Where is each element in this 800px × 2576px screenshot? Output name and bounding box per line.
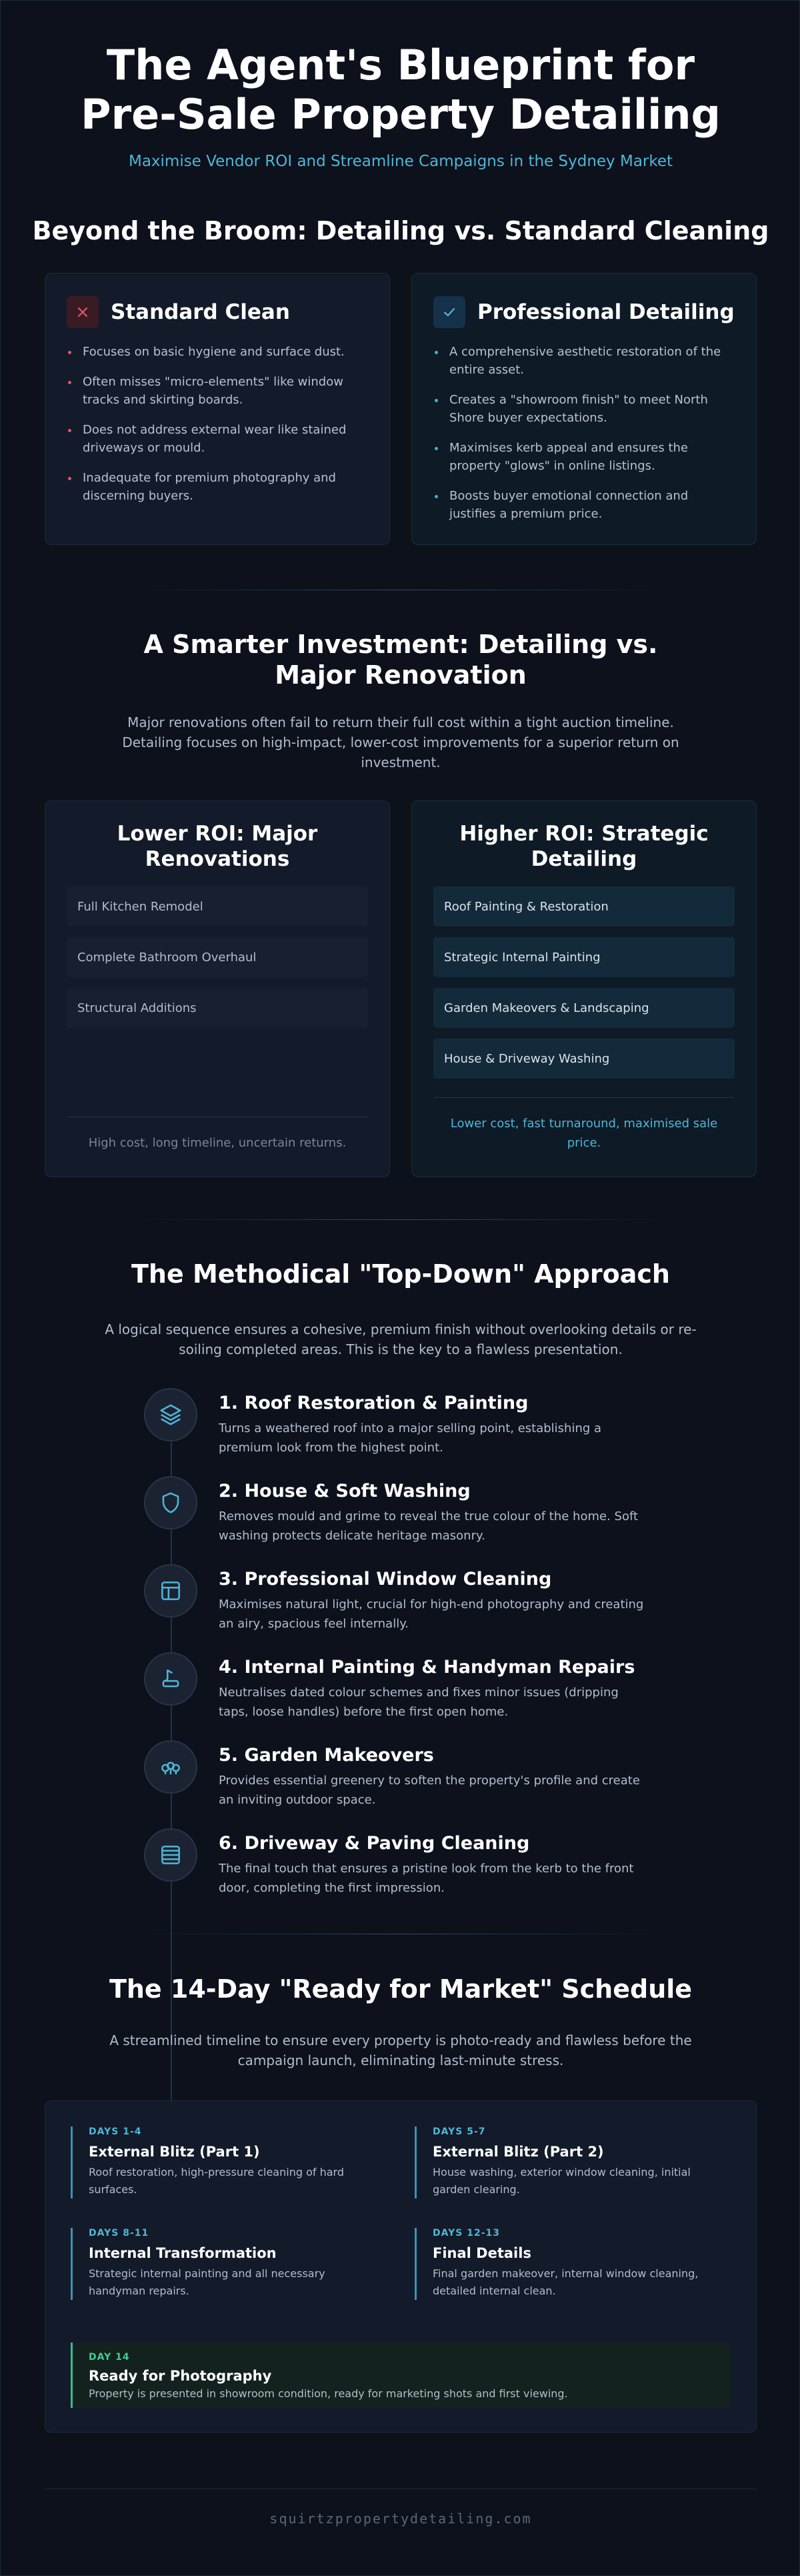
- step-title: 2. House & Soft Washing: [219, 1481, 471, 1501]
- list-item: A comprehensive aesthetic restoration of the entire asset.: [433, 343, 732, 379]
- list-item: Boosts buyer emotional connection and justifies a premium price.: [433, 487, 732, 523]
- phase-title: Ready for Photography: [89, 2368, 272, 2384]
- schedule-intro: A streamlined timeline to ensure every property is photo-ready and flawless before the campaign launch, eliminating last-minute stress.: [109, 2032, 692, 2068]
- step-garden: [144, 1740, 677, 1828]
- footer-website: squirtzpropertydetailing.com: [269, 2511, 532, 2527]
- professional-detailing-list: [412, 328, 756, 523]
- higher-roi-card: [411, 800, 757, 1177]
- phase-text: Property is presented in showroom condition, ready for marketing shots and first viewing.: [89, 2387, 568, 2400]
- phase-days-1-4: [71, 2126, 377, 2198]
- phase-title: Internal Transformation: [89, 2245, 277, 2261]
- list-item: Garden Makeovers & Landscaping: [433, 988, 735, 1028]
- step-title: 5. Garden Makeovers: [219, 1745, 434, 1766]
- list-item: Often misses "micro-elements" like window tracks and skirting boards.: [67, 373, 365, 409]
- list-item: Roof Painting & Restoration: [433, 886, 735, 926]
- list-item: Complete Bathroom Overhaul: [67, 937, 368, 977]
- hero: [1, 41, 800, 170]
- shield-icon: [144, 1476, 197, 1529]
- approach-title: The Methodical "Top-Down" Approach: [131, 1259, 670, 1289]
- phase-days: DAYS 8-11: [89, 2228, 149, 2238]
- higher-roi-footer: Lower cost, fast turnaround, maximised sale price.: [433, 1097, 735, 1153]
- lower-roi-card: [45, 800, 390, 1177]
- investment-title: A Smarter Investment: Detailing vs. Major Renovation: [143, 630, 658, 690]
- phase-days-12-13: [415, 2228, 721, 2300]
- phase-days-5-7: [415, 2126, 721, 2198]
- step-text: Turns a weathered roof into a major selling point, establishing a premium look from the highest point.: [219, 1421, 602, 1455]
- list-item: Maximises kerb appeal and ensures the property "glows" in online listings.: [433, 439, 732, 475]
- window-icon: [144, 1564, 197, 1618]
- layers-icon: [144, 1388, 197, 1441]
- step-washing: [144, 1476, 677, 1564]
- phase-text: Strategic internal painting and all necessary handyman repairs.: [89, 2267, 325, 2297]
- standard-clean-title: Standard Clean: [111, 300, 290, 324]
- flower-icon: [144, 1740, 197, 1794]
- step-title: 6. Driveway & Paving Cleaning: [219, 1833, 530, 1854]
- professional-detailing-title: Professional Detailing: [477, 300, 735, 324]
- phase-text: Roof restoration, high-pressure cleaning of hard surfaces.: [89, 2166, 344, 2196]
- phase-title: External Blitz (Part 2): [433, 2144, 604, 2160]
- list-item: Full Kitchen Remodel: [67, 886, 368, 926]
- phase-days-8-11: [71, 2228, 377, 2300]
- higher-roi-title: Higher ROI: Strategic Detailing: [459, 822, 709, 871]
- step-roof: [144, 1388, 677, 1476]
- step-title: 1. Roof Restoration & Painting: [219, 1393, 529, 1413]
- step-text: Maximises natural light, crucial for high-end photography and creating an airy, spacious feel internally.: [219, 1597, 644, 1631]
- step-title: 4. Internal Painting & Handyman Repairs: [219, 1657, 635, 1678]
- higher-roi-list: [412, 872, 756, 1079]
- schedule-card: [45, 2100, 757, 2433]
- standard-clean-list: [45, 328, 389, 505]
- list-item: Inadequate for premium photography and discerning buyers.: [67, 469, 365, 505]
- list-item: House & Driveway Washing: [433, 1039, 735, 1079]
- phase-text: House washing, exterior window cleaning, initial garden clearing.: [433, 2166, 691, 2196]
- lower-roi-title: Lower ROI: Major Renovations: [117, 822, 318, 871]
- section-divider: [134, 1219, 667, 1220]
- list-item: Focuses on basic hygiene and surface dust.: [67, 343, 365, 361]
- list-item: Strategic Internal Painting: [433, 937, 735, 977]
- list-item: Creates a "showroom finish" to meet North Shore buyer expectations.: [433, 391, 732, 427]
- lower-roi-footer: High cost, long timeline, uncertain returns.: [67, 1117, 368, 1153]
- step-driveway: [144, 1828, 677, 1916]
- list-item: Structural Additions: [67, 988, 368, 1028]
- comparison-title: Beyond the Broom: Detailing vs. Standard Cleaning: [32, 216, 769, 245]
- step-windows: [144, 1564, 677, 1652]
- check-icon: [433, 296, 465, 328]
- x-icon: [67, 296, 99, 328]
- step-text: The final touch that ensures a pristine look from the kerb to the front door, completing the first impression.: [219, 1862, 634, 1895]
- page-subtitle: Maximise Vendor ROI and Streamline Campaigns in the Sydney Market: [128, 153, 673, 170]
- phase-text: Final garden makeover, internal window cleaning, detailed internal clean.: [433, 2267, 699, 2297]
- approach-steps: [144, 1388, 677, 1916]
- phase-days: DAYS 1-4: [89, 2126, 142, 2137]
- standard-clean-card: [45, 273, 390, 545]
- phase-title: Final Details: [433, 2245, 531, 2261]
- list-item: Does not address external wear like stained driveways or mould.: [67, 421, 365, 457]
- paving-icon: [144, 1828, 197, 1882]
- phase-title: External Blitz (Part 1): [89, 2144, 260, 2160]
- paint-roller-icon: [144, 1652, 197, 1706]
- step-text: Removes mould and grime to reveal the true colour of the home. Soft washing protects delicate heritage masonry.: [219, 1509, 639, 1543]
- approach-intro: A logical sequence ensures a cohesive, premium finish without overlooking details or re-soiling completed areas. This is the key to a flawless presentation.: [105, 1321, 697, 1357]
- investment-intro: Major renovations often fail to return their full cost within a tight auction timeline. Detailing focuses on high-impact, lower-cost improvements for a superior return on investment.: [122, 714, 679, 770]
- phase-days: DAYS 5-7: [433, 2126, 486, 2137]
- phase-day-14: [71, 2343, 731, 2408]
- step-text: Neutralises dated colour schemes and fixes minor issues (dripping taps, loose handles) before the first open home.: [219, 1686, 619, 1719]
- lower-roi-list: [45, 872, 389, 1028]
- phase-days: DAYS 12-13: [433, 2228, 500, 2238]
- step-painting: [144, 1652, 677, 1740]
- page-title: The Agent's Blueprint for Pre-Sale Property Detailing: [81, 41, 721, 139]
- phase-days: DAY 14: [89, 2352, 130, 2363]
- schedule-title: The 14-Day "Ready for Market" Schedule: [109, 1974, 693, 2004]
- step-text: Provides essential greenery to soften the property's profile and create an inviting outdoor space.: [219, 1774, 640, 1807]
- step-title: 3. Professional Window Cleaning: [219, 1569, 552, 1589]
- professional-detailing-card: [411, 273, 757, 545]
